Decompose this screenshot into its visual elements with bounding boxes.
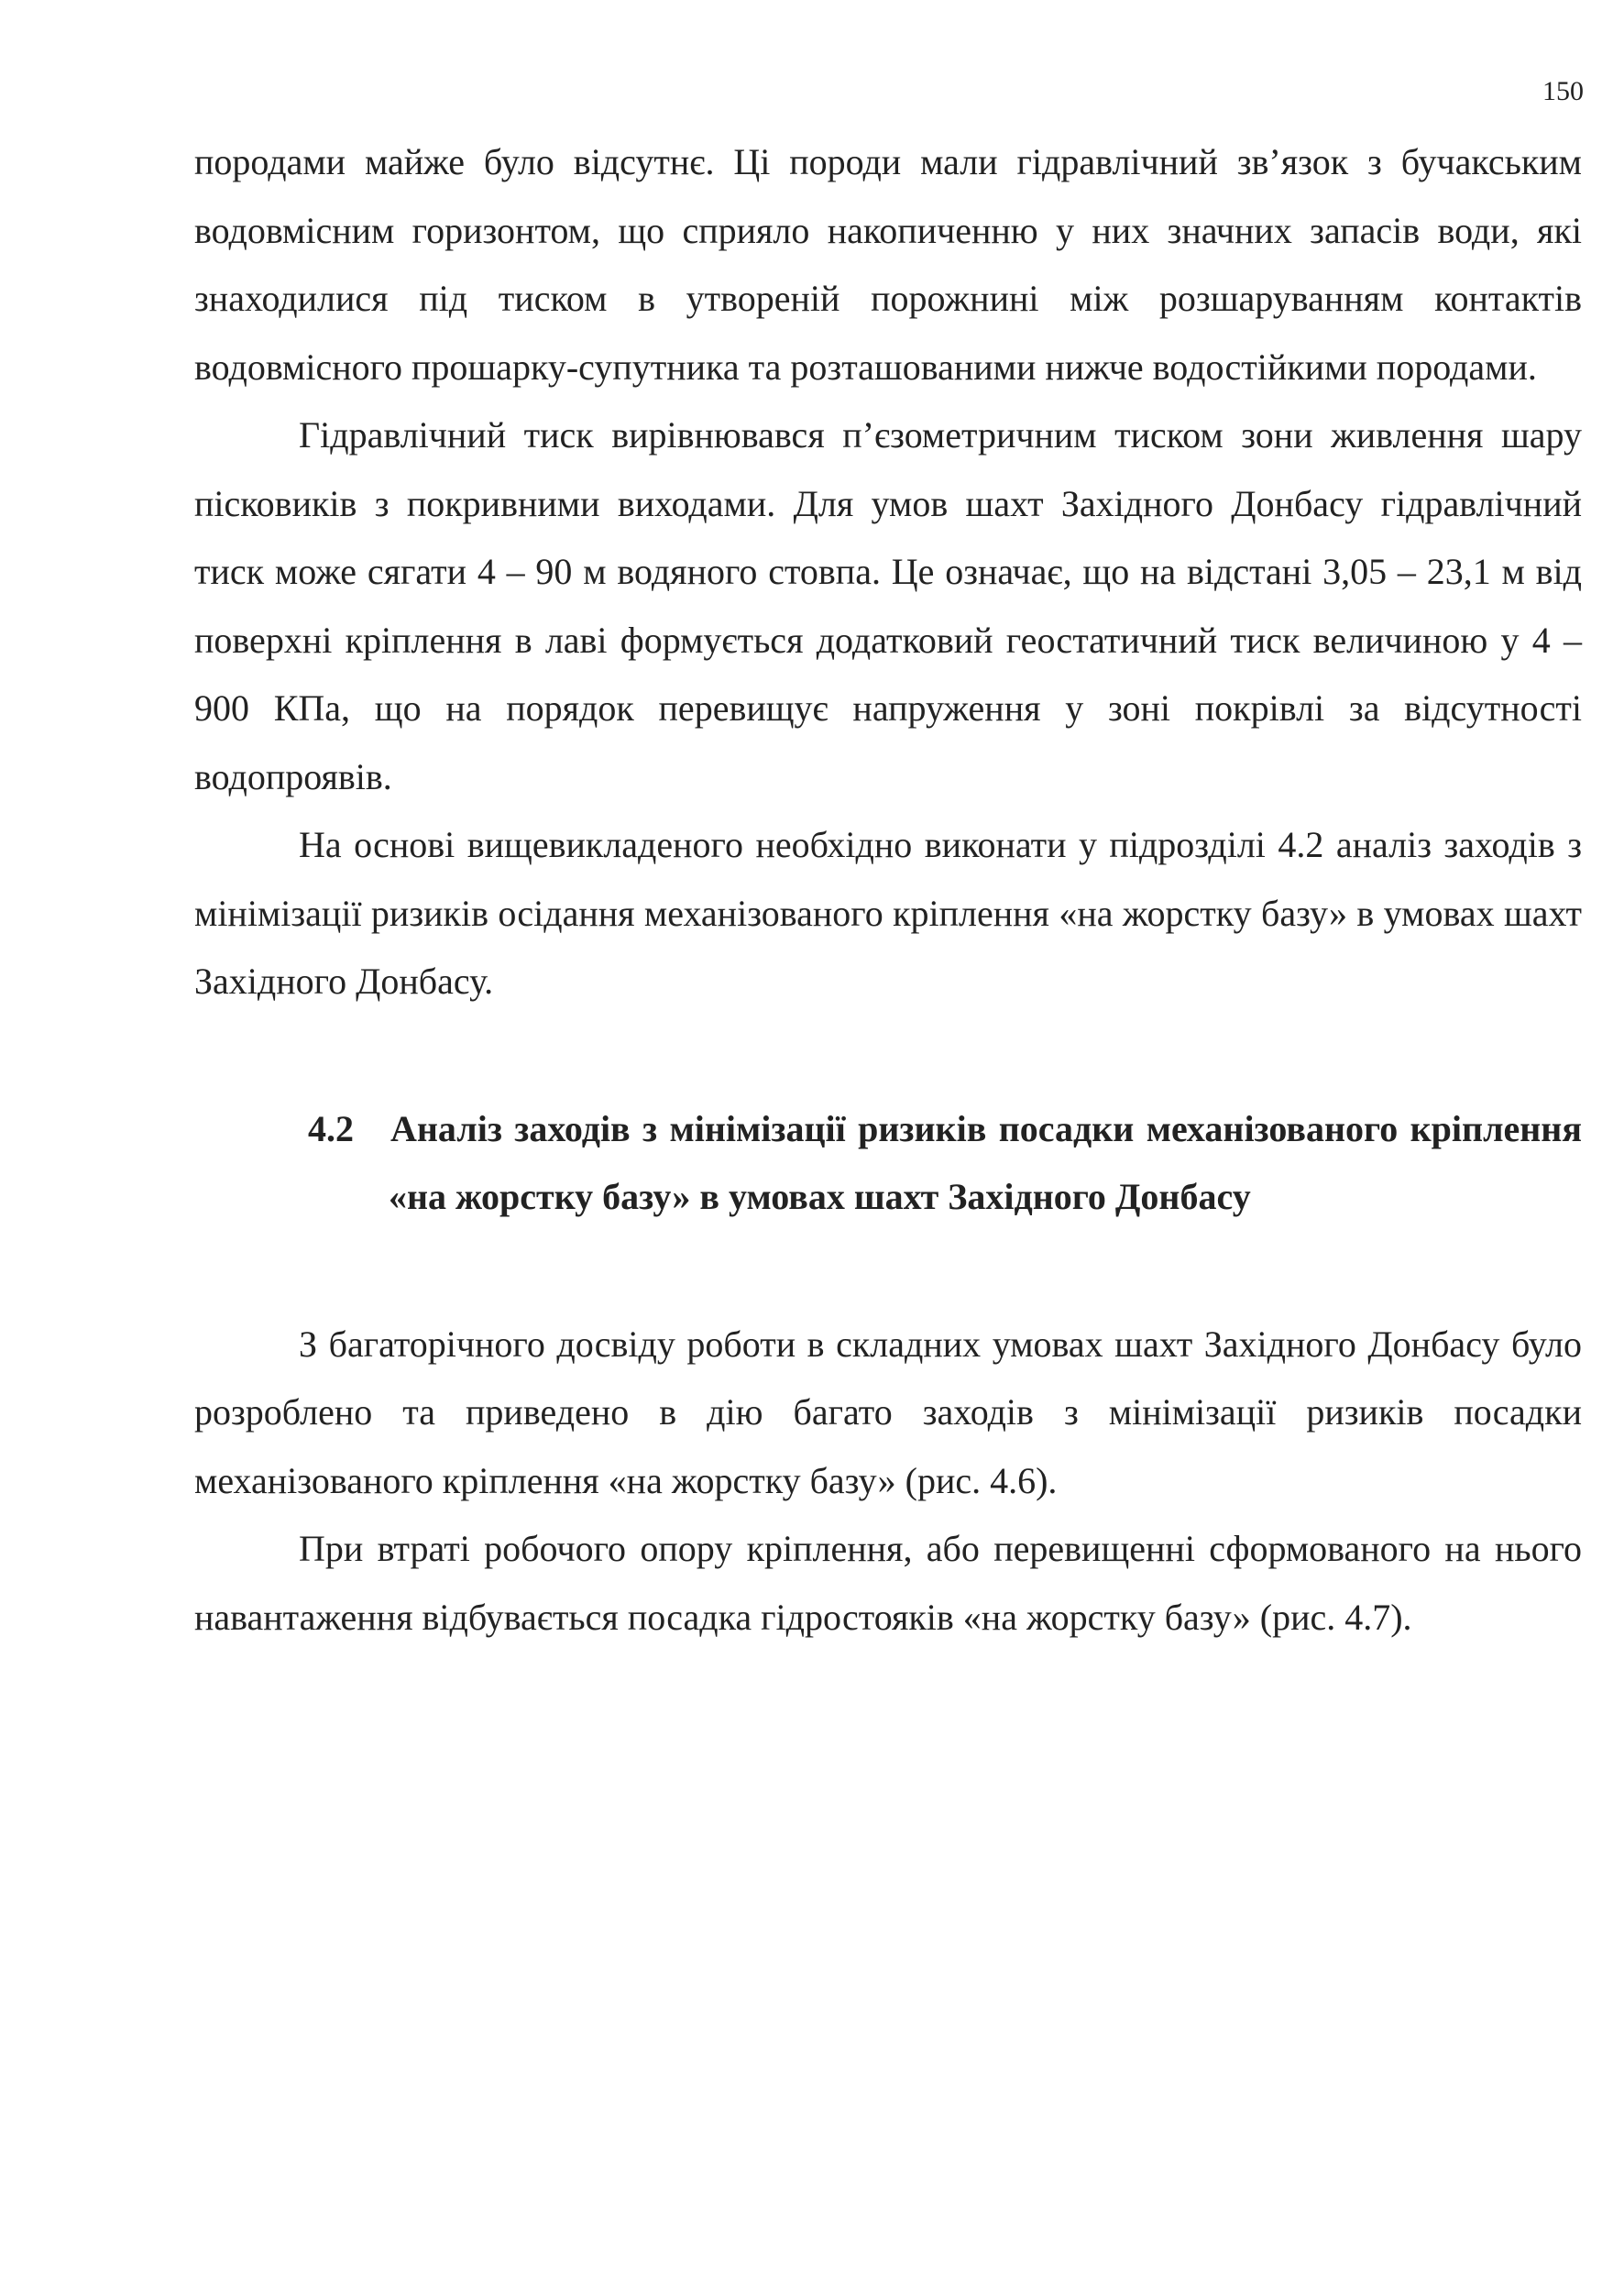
paragraph-experience: З багаторічного досвіду роботи в складних умовах шахт Західного Донбасу було розроблено та приведено в дію багато заходів з мінімізації ризиків посадки механізованого кріплення «на жорстку базу» (рис. 4.6).	[194, 1323, 1582, 1501]
paragraph-hydraulic-pressure: Гідравлічний тиск вирівнювався п’єзометричним тиском зони живлення шару пісковиків з покривними виходами. Для умов шахт Західного Донбасу гідравлічний тиск може сягати 4 – 90 м водяного стовпа. Це означає, що на відстані 3,05 – 23,1 м від поверхні кріплення в лаві формується додатковий геостатичний тиск величиною у 4 – 900 КПа, що на порядок перевищує напруження у зоні покрівлі за відсутності водопроявів.	[194, 414, 1582, 797]
document-body	[194, 128, 1582, 1652]
section-number: 4.2	[308, 1107, 354, 1149]
page-number: 150	[1542, 76, 1584, 106]
paragraph-continued: породами майже було відсутнє. Ці породи мали гідравлічний зв’язок з бучакським водовмісним горизонтом, що сприяло накопиченню у них значних запасів води, які знаходилися під тиском в утвореній порожнині між розшаруванням контактів водовмісного прошарку-супутника та розташованими нижче водостійкими породами.	[194, 141, 1582, 388]
paragraph-support-loss: При втраті робочого опору кріплення, або перевищенні сформованого на нього навантаження відбувається посадка гідростояків «на жорстку базу» (рис. 4.7).	[194, 1528, 1582, 1638]
section-title: Аналіз заходів з мінімізації ризиків посадки механізованого кріплення «на жорстку базу» в умовах шахт Західного Донбасу	[389, 1107, 1582, 1217]
paragraph-conclusion: На основі вищевикладеного необхідно виконати у підрозділі 4.2 аналіз заходів з мінімізації ризиків осідання механізованого кріплення «на жорстку базу» в умовах шахт Західного Донбасу.	[194, 824, 1582, 1002]
section-heading	[194, 1095, 1582, 1232]
